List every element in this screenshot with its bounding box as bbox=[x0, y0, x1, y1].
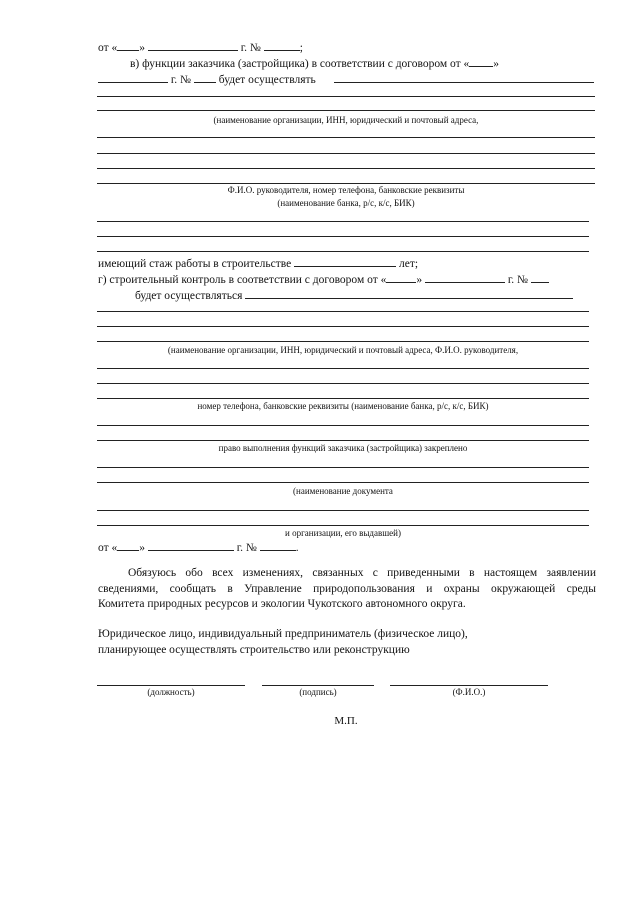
stamp-place: М.П. bbox=[334, 715, 358, 727]
caption-issuer: и организации, его выдавшей) bbox=[285, 528, 401, 538]
caption-phone-bank: номер телефона, банковские реквизиты (наименование банка, р/с, к/с, БИК) bbox=[197, 401, 489, 411]
blank-line[interactable] bbox=[97, 525, 589, 526]
item-v-line-2: г. № будет осуществлять bbox=[98, 72, 316, 87]
blank-line[interactable] bbox=[97, 368, 589, 369]
blank-line[interactable] bbox=[97, 183, 595, 184]
number-field[interactable] bbox=[260, 540, 296, 551]
blank-line[interactable] bbox=[97, 326, 589, 327]
signature-line[interactable] bbox=[262, 685, 374, 686]
caption-position: (должность) bbox=[147, 687, 195, 697]
caption-right-assigned: право выполнения функций заказчика (застройщика) закреплено bbox=[218, 443, 468, 453]
entity-paragraph: Юридическое лицо, индивидуальный предприниматель (физическое лицо), планирующее осуществлять строительство или реконструкцию bbox=[98, 628, 468, 656]
control-field[interactable] bbox=[245, 288, 573, 299]
blank-line[interactable] bbox=[97, 221, 589, 222]
caption-signature: (подпись) bbox=[299, 687, 337, 697]
month-year-field[interactable] bbox=[148, 540, 234, 551]
caption-organization-2: (наименование организации, ИНН, юридический и почтовый адреса, Ф.И.О. руководителя, bbox=[167, 345, 519, 355]
blank-line[interactable] bbox=[97, 251, 589, 252]
blank-line[interactable] bbox=[97, 96, 595, 97]
day-field[interactable] bbox=[386, 272, 416, 283]
blank-line[interactable] bbox=[97, 383, 589, 384]
caption-fio: (Ф.И.О.) bbox=[452, 687, 486, 697]
number-field[interactable] bbox=[194, 72, 216, 83]
number-label: г. № bbox=[240, 42, 261, 54]
experience-years-field[interactable] bbox=[294, 256, 396, 267]
month-year-field[interactable] bbox=[98, 72, 168, 83]
day-field[interactable] bbox=[117, 540, 139, 551]
caption-bank: (наименование банка, р/с, к/с, БИК) bbox=[277, 198, 415, 208]
blank-line[interactable] bbox=[97, 341, 589, 342]
contract-date-line-1: от « » г. № ; bbox=[98, 42, 303, 54]
day-field[interactable] bbox=[469, 56, 493, 67]
item-g-line-1: г) строительный контроль в соответствии с договором от « » г. № bbox=[98, 272, 549, 287]
blank-line[interactable] bbox=[97, 425, 589, 426]
blank-line[interactable] bbox=[97, 467, 589, 468]
blank-line[interactable] bbox=[97, 168, 595, 169]
blank-line[interactable] bbox=[97, 110, 595, 111]
month-year-field[interactable] bbox=[148, 40, 238, 51]
position-line[interactable] bbox=[97, 685, 245, 686]
blank-line[interactable] bbox=[97, 236, 589, 237]
from-label: от « bbox=[98, 42, 118, 54]
blank-line[interactable] bbox=[97, 482, 589, 483]
blank-line[interactable] bbox=[97, 440, 589, 441]
item-v-line-1: в) функции заказчика (застройщика) в соответствии с договором от « » bbox=[130, 58, 500, 70]
number-field[interactable] bbox=[531, 272, 549, 283]
contract-date-line-2: от « » г. № . bbox=[98, 542, 299, 554]
day-field[interactable] bbox=[117, 40, 139, 51]
blank-line[interactable] bbox=[97, 398, 589, 399]
blank-line[interactable] bbox=[97, 311, 589, 312]
customer-field-end[interactable] bbox=[334, 82, 594, 83]
caption-document: (наименование документа bbox=[293, 486, 393, 496]
blank-line[interactable] bbox=[97, 153, 595, 154]
caption-director: Ф.И.О. руководителя, номер телефона, банковские реквизиты bbox=[227, 185, 465, 195]
item-g-line-2: будет осуществляться bbox=[135, 288, 573, 303]
obligation-paragraph: Обязуюсь обо всех изменениях, связанных с приведенными в настоящем заявлении сведениями, сообщать в Управление природопользования и охраны окружающей среды Комитета природных ресурсов и экологии Чукотского автономного округа. bbox=[98, 567, 596, 610]
blank-line[interactable] bbox=[97, 137, 595, 138]
caption-organization: (наименование организации, ИНН, юридический и почтовый адреса, bbox=[213, 115, 479, 125]
experience-line: имеющий стаж работы в строительстве лет; bbox=[98, 258, 419, 270]
number-field[interactable] bbox=[264, 40, 300, 51]
blank-line[interactable] bbox=[97, 510, 589, 511]
month-year-field[interactable] bbox=[425, 272, 505, 283]
fio-line[interactable] bbox=[390, 685, 548, 686]
